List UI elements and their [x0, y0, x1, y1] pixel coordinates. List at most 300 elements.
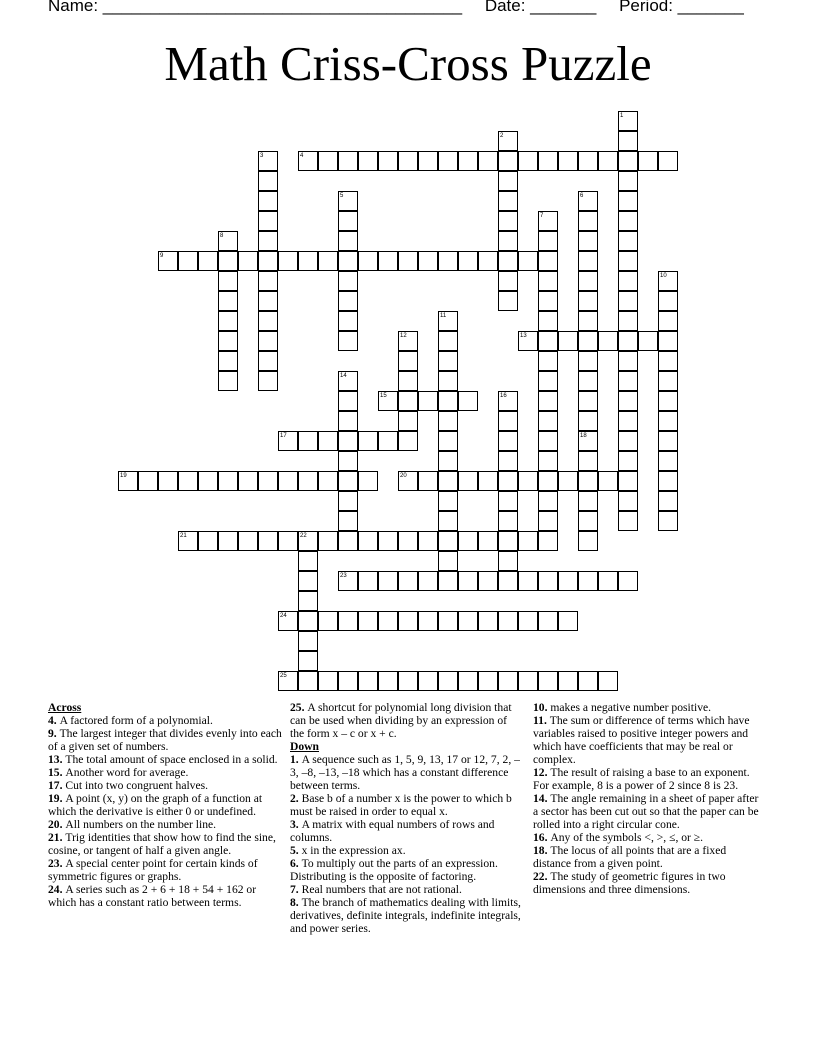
grid-cell[interactable] — [518, 571, 538, 591]
grid-cell[interactable] — [578, 571, 598, 591]
grid-cell[interactable] — [398, 471, 418, 491]
grid-cell[interactable] — [438, 471, 458, 491]
grid-cell[interactable] — [438, 151, 458, 171]
grid-cell[interactable] — [538, 431, 558, 451]
grid-cell[interactable] — [618, 571, 638, 591]
grid-cell[interactable] — [618, 111, 638, 131]
grid-cell[interactable] — [498, 411, 518, 431]
grid-cell[interactable] — [618, 411, 638, 431]
grid-cell[interactable] — [618, 371, 638, 391]
grid-cell[interactable] — [538, 331, 558, 351]
grid-cell[interactable] — [298, 651, 318, 671]
grid-cell[interactable] — [498, 471, 518, 491]
grid-cell[interactable] — [238, 251, 258, 271]
grid-cell[interactable] — [298, 611, 318, 631]
grid-cell[interactable] — [218, 531, 238, 551]
grid-cell[interactable] — [398, 411, 418, 431]
grid-cell[interactable] — [558, 671, 578, 691]
grid-cell[interactable] — [358, 531, 378, 551]
grid-cell[interactable] — [618, 471, 638, 491]
grid-cell[interactable] — [198, 251, 218, 271]
grid-cell[interactable] — [278, 471, 298, 491]
grid-cell[interactable] — [538, 271, 558, 291]
grid-cell[interactable] — [158, 251, 178, 271]
grid-cell[interactable] — [498, 211, 518, 231]
clues-column-2 — [290, 701, 522, 935]
grid-cell[interactable] — [618, 331, 638, 351]
grid-cell[interactable] — [538, 471, 558, 491]
grid-cell[interactable] — [618, 391, 638, 411]
grid-cell[interactable] — [398, 151, 418, 171]
grid-cell[interactable] — [578, 491, 598, 511]
grid-cell[interactable] — [338, 411, 358, 431]
clue-item — [533, 870, 761, 896]
grid-cell[interactable] — [358, 151, 378, 171]
grid-cell[interactable] — [258, 231, 278, 251]
grid-cell[interactable] — [118, 471, 138, 491]
grid-cell[interactable] — [258, 251, 278, 271]
grid-cell[interactable] — [338, 571, 358, 591]
grid-cell[interactable] — [578, 331, 598, 351]
clue-number: 24. — [48, 883, 66, 896]
grid-cell[interactable] — [338, 611, 358, 631]
grid-cell[interactable] — [218, 271, 238, 291]
grid-cell[interactable] — [518, 151, 538, 171]
grid-cell[interactable] — [618, 491, 638, 511]
grid-cell[interactable] — [438, 511, 458, 531]
clue-number: 10. — [533, 701, 551, 714]
grid-cell[interactable] — [258, 191, 278, 211]
grid-cell[interactable] — [498, 451, 518, 471]
grid-cell[interactable] — [618, 291, 638, 311]
grid-cell[interactable] — [498, 271, 518, 291]
grid-cell[interactable] — [258, 531, 278, 551]
grid-cell[interactable] — [438, 391, 458, 411]
grid-cell[interactable] — [478, 531, 498, 551]
grid-cell[interactable] — [258, 211, 278, 231]
grid-cell[interactable] — [278, 611, 298, 631]
grid-cell[interactable] — [498, 291, 518, 311]
grid-cell[interactable] — [438, 251, 458, 271]
period-field[interactable]: Period: _______ — [619, 0, 744, 15]
grid-cell[interactable] — [338, 471, 358, 491]
grid-cell[interactable] — [338, 491, 358, 511]
grid-cell[interactable] — [358, 471, 378, 491]
grid-cell[interactable] — [398, 531, 418, 551]
grid-cell[interactable] — [598, 151, 618, 171]
grid-cell[interactable] — [538, 531, 558, 551]
grid-cell[interactable] — [518, 331, 538, 351]
grid-cell[interactable] — [538, 371, 558, 391]
cell-number: 10 — [660, 273, 667, 279]
grid-cell[interactable] — [298, 531, 318, 551]
grid-cell[interactable] — [378, 251, 398, 271]
grid-cell[interactable] — [258, 271, 278, 291]
grid-cell[interactable] — [478, 251, 498, 271]
grid-cell[interactable] — [338, 451, 358, 471]
grid-cell[interactable] — [198, 471, 218, 491]
clue-number: 25. — [290, 701, 308, 714]
clue-text: A series such as 2 + 6 + 18 + 54 + 162 or which has a constant ratio between terms. — [48, 883, 257, 909]
grid-cell[interactable] — [398, 391, 418, 411]
grid-cell[interactable] — [298, 471, 318, 491]
clue-number: 6. — [290, 857, 302, 870]
grid-cell[interactable] — [418, 531, 438, 551]
grid-cell[interactable] — [618, 451, 638, 471]
grid-cell[interactable] — [498, 431, 518, 451]
grid-cell[interactable] — [658, 511, 678, 531]
grid-cell[interactable] — [258, 471, 278, 491]
cell-number: 8 — [220, 233, 224, 239]
grid-cell[interactable] — [538, 411, 558, 431]
grid-cell[interactable] — [578, 271, 598, 291]
grid-cell[interactable] — [338, 191, 358, 211]
grid-cell[interactable] — [598, 671, 618, 691]
grid-cell[interactable] — [338, 291, 358, 311]
grid-cell[interactable] — [518, 251, 538, 271]
grid-cell[interactable] — [498, 491, 518, 511]
grid-cell[interactable] — [498, 131, 518, 151]
grid-cell[interactable] — [658, 391, 678, 411]
clue-item — [290, 792, 522, 818]
grid-cell[interactable] — [658, 311, 678, 331]
grid-cell[interactable] — [538, 231, 558, 251]
grid-cell[interactable] — [498, 531, 518, 551]
grid-cell[interactable] — [438, 311, 458, 331]
grid-cell[interactable] — [638, 331, 658, 351]
cell-number: 17 — [280, 433, 287, 439]
grid-cell[interactable] — [658, 451, 678, 471]
grid-cell[interactable] — [438, 671, 458, 691]
grid-cell[interactable] — [338, 251, 358, 271]
grid-cell[interactable] — [438, 331, 458, 351]
name-field[interactable]: Name: ______________________________________ — [48, 0, 463, 15]
grid-cell[interactable] — [398, 371, 418, 391]
grid-cell[interactable] — [498, 171, 518, 191]
grid-cell[interactable] — [318, 471, 338, 491]
grid-cell[interactable] — [298, 571, 318, 591]
grid-cell[interactable] — [338, 511, 358, 531]
clue-number: 17. — [48, 779, 66, 792]
grid-cell[interactable] — [618, 511, 638, 531]
grid-cell[interactable] — [538, 451, 558, 471]
clue-number: 1. — [290, 753, 302, 766]
grid-cell[interactable] — [558, 331, 578, 351]
grid-cell[interactable] — [338, 371, 358, 391]
grid-cell[interactable] — [538, 511, 558, 531]
grid-cell[interactable] — [358, 251, 378, 271]
grid-cell[interactable] — [298, 671, 318, 691]
clue-text: A special center point for certain kinds of symmetric figures or graphs. — [48, 857, 258, 883]
grid-cell[interactable] — [358, 611, 378, 631]
grid-cell[interactable] — [298, 431, 318, 451]
grid-cell[interactable] — [458, 531, 478, 551]
cell-number: 4 — [300, 153, 304, 159]
grid-cell[interactable] — [598, 331, 618, 351]
grid-cell[interactable] — [578, 411, 598, 431]
grid-cell[interactable] — [498, 611, 518, 631]
grid-cell[interactable] — [658, 331, 678, 351]
grid-cell[interactable] — [338, 231, 358, 251]
grid-cell[interactable] — [398, 331, 418, 351]
grid-cell[interactable] — [618, 251, 638, 271]
grid-cell[interactable] — [338, 211, 358, 231]
grid-cell[interactable] — [478, 671, 498, 691]
grid-cell[interactable] — [438, 531, 458, 551]
grid-cell[interactable] — [458, 671, 478, 691]
grid-cell[interactable] — [318, 611, 338, 631]
grid-cell[interactable] — [198, 531, 218, 551]
grid-cell[interactable] — [618, 351, 638, 371]
clue-item — [290, 883, 522, 896]
grid-cell[interactable] — [638, 151, 658, 171]
grid-cell[interactable] — [578, 451, 598, 471]
grid-cell[interactable] — [438, 351, 458, 371]
across-clues-b — [290, 701, 522, 740]
cell-number: 23 — [340, 573, 347, 579]
grid-cell[interactable] — [658, 471, 678, 491]
grid-cell[interactable] — [298, 251, 318, 271]
grid-cell[interactable] — [658, 291, 678, 311]
grid-cell[interactable] — [318, 671, 338, 691]
grid-cell[interactable] — [598, 571, 618, 591]
grid-cell[interactable] — [378, 391, 398, 411]
grid-cell[interactable] — [218, 351, 238, 371]
grid-cell[interactable] — [258, 351, 278, 371]
grid-cell[interactable] — [558, 611, 578, 631]
grid-cell[interactable] — [258, 291, 278, 311]
grid-cell[interactable] — [538, 291, 558, 311]
grid-cell[interactable] — [458, 471, 478, 491]
grid-cell[interactable] — [458, 571, 478, 591]
date-field[interactable]: Date: _______ — [484, 0, 597, 15]
grid-cell[interactable] — [578, 311, 598, 331]
grid-cell[interactable] — [418, 471, 438, 491]
clue-text: Another word for average. — [65, 766, 189, 779]
grid-cell[interactable] — [338, 671, 358, 691]
grid-cell[interactable] — [378, 671, 398, 691]
grid-cell[interactable] — [398, 251, 418, 271]
grid-cell[interactable] — [438, 431, 458, 451]
grid-cell[interactable] — [538, 611, 558, 631]
grid-cell[interactable] — [578, 471, 598, 491]
grid-cell[interactable] — [458, 611, 478, 631]
grid-cell[interactable] — [178, 531, 198, 551]
grid-cell[interactable] — [318, 431, 338, 451]
grid-cell[interactable] — [418, 571, 438, 591]
grid-cell[interactable] — [538, 491, 558, 511]
grid-cell[interactable] — [258, 331, 278, 351]
grid-cell[interactable] — [338, 271, 358, 291]
grid-cell[interactable] — [578, 351, 598, 371]
grid-cell[interactable] — [278, 671, 298, 691]
grid-cell[interactable] — [218, 291, 238, 311]
grid-cell[interactable] — [578, 211, 598, 231]
clue-item — [533, 766, 761, 792]
grid-cell[interactable] — [338, 311, 358, 331]
cell-number: 7 — [540, 213, 544, 219]
grid-cell[interactable] — [478, 571, 498, 591]
grid-cell[interactable] — [498, 391, 518, 411]
grid-cell[interactable] — [298, 551, 318, 571]
grid-cell[interactable] — [378, 611, 398, 631]
grid-cell[interactable] — [658, 491, 678, 511]
grid-cell[interactable] — [498, 511, 518, 531]
grid-cell[interactable] — [438, 491, 458, 511]
grid-cell[interactable] — [538, 671, 558, 691]
grid-cell[interactable] — [278, 431, 298, 451]
grid-cell[interactable] — [618, 231, 638, 251]
grid-cell[interactable] — [218, 231, 238, 251]
grid-cell[interactable] — [618, 211, 638, 231]
grid-cell[interactable] — [498, 151, 518, 171]
grid-cell[interactable] — [338, 431, 358, 451]
grid-cell[interactable] — [518, 531, 538, 551]
grid-cell[interactable] — [418, 151, 438, 171]
grid-cell[interactable] — [218, 311, 238, 331]
grid-cell[interactable] — [438, 551, 458, 571]
grid-cell[interactable] — [258, 371, 278, 391]
grid-cell[interactable] — [538, 351, 558, 371]
grid-cell[interactable] — [258, 151, 278, 171]
grid-cell[interactable] — [218, 471, 238, 491]
grid-cell[interactable] — [578, 191, 598, 211]
grid-cell[interactable] — [378, 531, 398, 551]
grid-cell[interactable] — [238, 531, 258, 551]
grid-cell[interactable] — [618, 131, 638, 151]
grid-cell[interactable] — [518, 611, 538, 631]
grid-cell[interactable] — [478, 471, 498, 491]
grid-cell[interactable] — [558, 571, 578, 591]
grid-cell[interactable] — [538, 151, 558, 171]
grid-cell[interactable] — [458, 151, 478, 171]
grid-cell[interactable] — [618, 431, 638, 451]
grid-cell[interactable] — [578, 531, 598, 551]
grid-cell[interactable] — [458, 251, 478, 271]
grid-cell[interactable] — [438, 371, 458, 391]
grid-cell[interactable] — [218, 331, 238, 351]
grid-cell[interactable] — [618, 311, 638, 331]
grid-cell[interactable] — [378, 151, 398, 171]
grid-cell[interactable] — [498, 191, 518, 211]
grid-cell[interactable] — [418, 251, 438, 271]
grid-cell[interactable] — [418, 671, 438, 691]
grid-cell[interactable] — [318, 151, 338, 171]
grid-cell[interactable] — [498, 231, 518, 251]
clue-text: To multiply out the parts of an expression. Distributing is the opposite of factoring. — [290, 857, 498, 883]
grid-cell[interactable] — [178, 251, 198, 271]
grid-cell[interactable] — [438, 571, 458, 591]
grid-cell[interactable] — [398, 611, 418, 631]
grid-cell[interactable] — [498, 671, 518, 691]
grid-cell[interactable] — [158, 471, 178, 491]
grid-cell[interactable] — [358, 671, 378, 691]
grid-cell[interactable] — [398, 431, 418, 451]
grid-cell[interactable] — [538, 211, 558, 231]
grid-cell[interactable] — [278, 531, 298, 551]
grid-cell[interactable] — [558, 151, 578, 171]
grid-cell[interactable] — [218, 371, 238, 391]
grid-cell[interactable] — [478, 151, 498, 171]
grid-cell[interactable] — [338, 391, 358, 411]
grid-cell[interactable] — [498, 551, 518, 571]
grid-cell[interactable] — [618, 191, 638, 211]
grid-cell[interactable] — [378, 571, 398, 591]
grid-cell[interactable] — [518, 471, 538, 491]
grid-cell[interactable] — [378, 431, 398, 451]
grid-cell[interactable] — [398, 671, 418, 691]
grid-cell[interactable] — [658, 411, 678, 431]
grid-cell[interactable] — [538, 391, 558, 411]
grid-cell[interactable] — [578, 431, 598, 451]
grid-cell[interactable] — [438, 411, 458, 431]
grid-cell[interactable] — [298, 151, 318, 171]
grid-cell[interactable] — [298, 591, 318, 611]
grid-cell[interactable] — [178, 471, 198, 491]
grid-cell[interactable] — [218, 251, 238, 271]
grid-cell[interactable] — [558, 471, 578, 491]
grid-cell[interactable] — [598, 471, 618, 491]
grid-cell[interactable] — [538, 311, 558, 331]
grid-cell[interactable] — [578, 371, 598, 391]
grid-cell[interactable] — [538, 251, 558, 271]
grid-cell[interactable] — [438, 451, 458, 471]
grid-cell[interactable] — [578, 511, 598, 531]
grid-cell[interactable] — [418, 611, 438, 631]
grid-cell[interactable] — [658, 431, 678, 451]
grid-cell[interactable] — [318, 531, 338, 551]
grid-cell[interactable] — [618, 271, 638, 291]
grid-cell[interactable] — [298, 631, 318, 651]
grid-cell[interactable] — [498, 251, 518, 271]
grid-cell[interactable] — [658, 371, 678, 391]
grid-cell[interactable] — [258, 171, 278, 191]
grid-cell[interactable] — [358, 431, 378, 451]
grid-cell[interactable] — [398, 571, 418, 591]
grid-cell[interactable] — [658, 351, 678, 371]
grid-cell[interactable] — [338, 151, 358, 171]
grid-cell[interactable] — [538, 571, 558, 591]
grid-cell[interactable] — [318, 251, 338, 271]
grid-cell[interactable] — [658, 151, 678, 171]
grid-cell[interactable] — [478, 611, 498, 631]
grid-cell[interactable] — [278, 251, 298, 271]
clue-item — [533, 792, 761, 831]
grid-cell[interactable] — [618, 171, 638, 191]
grid-cell[interactable] — [578, 231, 598, 251]
grid-cell[interactable] — [658, 271, 678, 291]
grid-cell[interactable] — [438, 611, 458, 631]
grid-cell[interactable] — [578, 671, 598, 691]
clue-item — [290, 844, 522, 857]
grid-cell[interactable] — [498, 571, 518, 591]
grid-cell[interactable] — [578, 391, 598, 411]
grid-cell[interactable] — [258, 311, 278, 331]
grid-cell[interactable] — [138, 471, 158, 491]
grid-cell[interactable] — [338, 331, 358, 351]
grid-cell[interactable] — [518, 671, 538, 691]
grid-cell[interactable] — [358, 571, 378, 591]
grid-cell[interactable] — [458, 391, 478, 411]
grid-cell[interactable] — [578, 251, 598, 271]
grid-cell[interactable] — [578, 291, 598, 311]
grid-cell[interactable] — [618, 151, 638, 171]
grid-cell[interactable] — [398, 351, 418, 371]
grid-cell[interactable] — [418, 391, 438, 411]
grid-cell[interactable] — [338, 531, 358, 551]
grid-cell[interactable] — [578, 151, 598, 171]
grid-cell[interactable] — [238, 471, 258, 491]
